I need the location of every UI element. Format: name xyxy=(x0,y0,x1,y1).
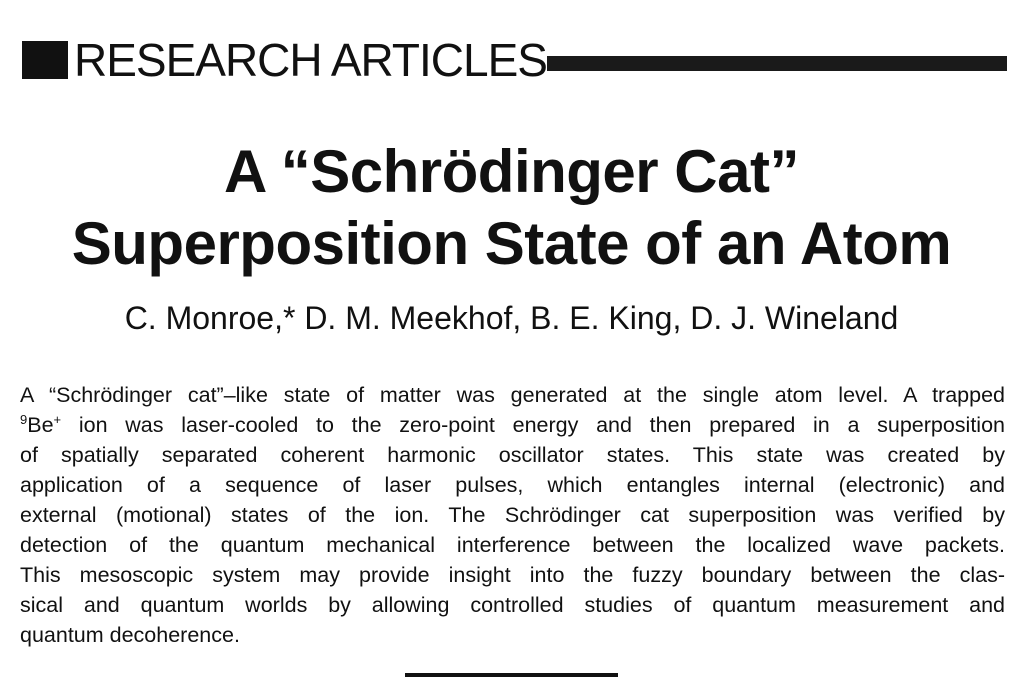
section-rule xyxy=(547,56,1007,71)
bottom-rule xyxy=(405,673,618,677)
section-header xyxy=(22,36,1007,84)
author-list: C. Monroe,* D. M. Meekhof, B. E. King, D. J. Wineland xyxy=(124,300,899,336)
abstract-line: of spatially separated coherent harmonic oscillator states. This state was created by xyxy=(20,443,1005,467)
abstract-line: sical and quantum worlds by allowing controlled studies of quantum measurement and xyxy=(20,593,1005,617)
abstract-line: application of a sequence of laser pulses, which entangles internal (electronic) and xyxy=(20,473,1005,497)
abstract-line: quantum decoherence. xyxy=(20,623,240,647)
abstract-line: This mesoscopic system may provide insight into the fuzzy boundary between the clas- xyxy=(20,563,1005,587)
abstract-line: A “Schrödinger cat”–like state of matter was generated at the single atom level. A trapped xyxy=(20,383,1005,407)
abstract-line-text: ion was laser-cooled to the zero-point energy and then prepared in a superposition xyxy=(61,413,1005,437)
ion-charge: + xyxy=(53,412,62,427)
abstract-line xyxy=(20,410,1005,440)
title-line-1: A “Schrödinger Cat” xyxy=(223,138,799,205)
abstract-line: detection of the quantum mechanical interference between the localized wave packets. xyxy=(20,533,1005,557)
isotope-mass-number: 9 xyxy=(20,412,28,427)
abstract-line: external (motional) states of the ion. The Schrödinger cat superposition was verified by xyxy=(20,503,1005,527)
title-line-2: Superposition State of an Atom xyxy=(71,210,952,277)
section-label: RESEARCH ARTICLES xyxy=(74,34,547,86)
article-title xyxy=(0,136,1023,280)
ion-symbol: Be xyxy=(27,413,54,437)
section-marker-block xyxy=(22,41,68,79)
abstract xyxy=(20,380,1005,650)
